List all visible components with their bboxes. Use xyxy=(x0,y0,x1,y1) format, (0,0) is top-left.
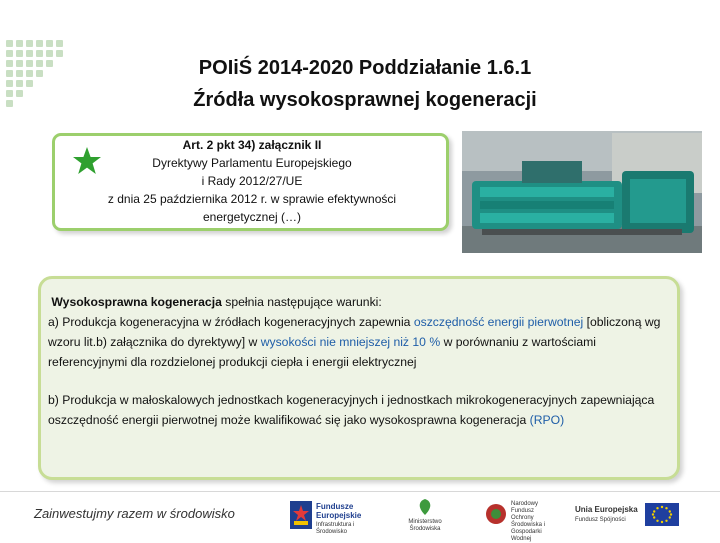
unia-europejska-logo xyxy=(575,497,685,533)
article-line1: Art. 2 pkt 34) załącznik II xyxy=(182,138,322,152)
article-line4: z dnia 25 października 2012 r. w sprawie efektywności xyxy=(107,192,397,206)
ue-logo-title: Unia Europejska xyxy=(575,505,638,514)
article-line2: Dyrektywy Parlamentu Europejskiego xyxy=(152,156,352,170)
fe-logo-sub: Infrastruktura i Środowisko xyxy=(316,522,355,535)
nfosigw-emblem-icon xyxy=(485,503,507,525)
slide-title xyxy=(150,52,580,116)
fe-star-icon xyxy=(290,501,312,529)
condition-a-text3: w porównaniu z wartościami referencyjnymi dla rozdzielonej produkcji ciepła i energii elektrycznej xyxy=(48,335,596,369)
ministerstwo-text: Ministerstwo Środowiska xyxy=(408,519,442,532)
condition-a xyxy=(48,312,674,372)
ue-logo-sub: Fundusz Spójności xyxy=(575,517,626,523)
condition-b-highlight: (RPO) xyxy=(529,413,565,427)
footer-slogan: Zainwestujmy razem w środowisko xyxy=(34,506,235,521)
intro-rest: spełnia następujące warunki: xyxy=(221,295,382,309)
article-line3: i Rady 2012/27/UE xyxy=(201,174,303,188)
nfosigw-logo xyxy=(485,497,555,542)
condition-a-highlight2: wysokości nie mniejszej niż 10 % xyxy=(260,335,441,349)
condition-a-text1: Produkcja kogeneracyjna w źródłach kogeneracyjnych zapewnia xyxy=(58,315,414,329)
condition-b xyxy=(48,390,674,430)
article-line5: energetycznej (…) xyxy=(202,210,302,224)
conditions-text xyxy=(48,292,674,430)
condition-a-text2: [obliczoną wg wzoru lit.b) załącznika do dyrektywy] w xyxy=(48,315,661,349)
nfosigw-text: Narodowy Fundusz Ochrony Środowiska i Gospodarki Wodnej xyxy=(511,501,546,542)
footer-divider xyxy=(0,491,720,492)
slide-title-line1: POIiŚ 2014-2020 Poddziałanie 1.6.1 xyxy=(198,57,532,79)
condition-a-label: a) xyxy=(48,315,59,329)
condition-a-highlight1: oszczędność energii pierwotnej xyxy=(413,315,584,329)
intro-term: Wysokosprawna kogeneracja xyxy=(51,295,222,309)
condition-b-text: Produkcja w małoskalowych jednostkach kogeneracyjnych i jednostkach mikrokogeneracyjnych zapewniająca oszczędność energii pierwotnej może kwalifikować się jako wysokosprawna kogeneracja xyxy=(48,393,655,427)
fundusze-europejskie-logo xyxy=(290,497,380,533)
article-reference-text xyxy=(62,136,442,226)
decorative-dot-grid xyxy=(6,40,72,120)
eu-flag-icon xyxy=(645,503,679,526)
ministerstwo-logo xyxy=(395,497,455,533)
condition-b-label: b) xyxy=(48,393,59,407)
slide-title-line2: Źródła wysokosprawnej kogeneracji xyxy=(193,89,537,111)
fe-logo-title: Fundusze Europejskie xyxy=(316,502,362,520)
conditions-intro xyxy=(48,292,674,312)
cogeneration-engine-photo xyxy=(462,131,702,253)
leaf-icon xyxy=(415,497,435,517)
